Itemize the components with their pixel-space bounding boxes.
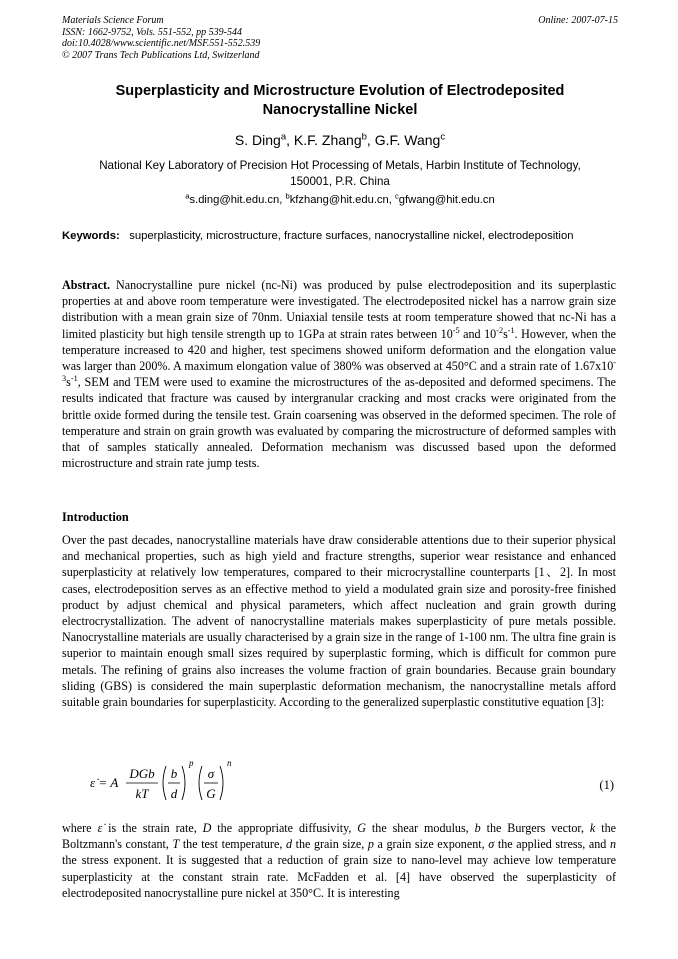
abstract-text: s [66, 375, 71, 390]
email-mark: c [394, 191, 399, 201]
abstract-text: . However, when the temperature increased to 420 and higher, test specimens showed uniform deformation and the elongation value was larger than 200%. A maximum elongation value of 380% was observed at 450°C and a strain rate of 1.67x10 [62, 326, 616, 374]
title-line-1: Superplasticity and Microstructure Evolution of Electrodeposited [115, 83, 565, 99]
text: the Boltzmann's constant, [62, 821, 616, 852]
publication-metadata [62, 15, 618, 61]
affiliation [62, 158, 618, 190]
author-emails [62, 193, 618, 208]
text: the appropriate diffusivity, [211, 821, 358, 835]
exponent: -1 [70, 374, 78, 384]
text: the stress exponent. It is suggested that a reduction of grain size to nano-level may achieve low temperature superplasticity at the constant strain rate. McFadden et al. [4] have observed the superplasticity of electrodeposited nanocrystalline pure nickel at 350°C. It is interesting [62, 853, 616, 900]
text: a grain size exponent, [373, 837, 489, 852]
exponent: -2 [496, 325, 504, 335]
keywords-block [62, 229, 618, 244]
exponent: -1 [507, 325, 515, 335]
keywords-list: superplasticity, microstructure, fracture surfaces, nanocrystalline nickel, electrodeposition [129, 230, 574, 242]
author-mark: a [280, 131, 287, 143]
email-mark: b [285, 191, 290, 201]
author-separator: , [286, 132, 294, 148]
exponent: -5 [452, 325, 460, 335]
equation-formula [90, 756, 300, 808]
doi-line: doi:10.4028/www.scientific.net/MSF.551-552.539 [62, 38, 261, 49]
affiliation-line-2: 150001, P.R. China [290, 175, 390, 188]
copyright-line: © 2007 Trans Tech Publications Ltd, Switzerland [62, 49, 260, 61]
symbol: G [357, 821, 366, 835]
eq-f1-num: b [170, 766, 178, 781]
eq-f2-den: G [206, 786, 216, 801]
journal-name: Materials Science Forum [62, 15, 164, 26]
eq-lhs: ε̇ = A [90, 775, 119, 790]
abstract-text: and 10 [459, 326, 497, 341]
title-line-2: Nanocrystalline Nickel [262, 102, 418, 118]
issn-line: ISSN: 1662-9752, Vols. 551-552, pp 539-544 [62, 26, 242, 38]
eq-numerator: DGb [129, 766, 155, 781]
text: the applied stress, and [494, 837, 610, 852]
symbol: σ [488, 837, 495, 852]
author-name: K.F. Zhang [293, 132, 362, 148]
online-date: Online: 2007-07-15 [538, 15, 618, 26]
symbol: ε̇ [97, 821, 103, 835]
symbol: D [202, 821, 212, 835]
email-address: kfzhang@hit.edu.cn, [289, 194, 395, 206]
text: where [62, 821, 98, 835]
text: the grain size, [292, 837, 368, 852]
symbol: T [172, 837, 180, 852]
eq-denominator: kT [135, 786, 149, 801]
text: the test temperature, [179, 837, 286, 852]
introduction-paragraph: Over the past decades, nanocrystalline materials have draw considerable attentions due to their superior physical and mechanical properties, such as high yield and fracture strengths, superior wear resistance and enhanced superplasticity at relatively low temperatures, compared to their microcrystalline counterparts [1、2]. In most cases, electrodeposition serves as an effective method to yield a modulated grain size and porosity-free finished product by adjust chemical and physical parameters, which affect nucleation and grain growth during electrocrystallization. The advent of nanocrystalline materials makes superplasticity of pure metals possible. Nanocrystalline materials are usually characterised by a grain size in the range of 1-100 nm. The ultra fine grain is superior to maintain enough small sizes required by superplastic forming, which is difficult for common pure metals. The refining of grains also increases the volume fraction of grain boundaries. Because grain boundary sliding (GBS) is considered the main superplastic deformation mechanism, the nanocrystalline metals afford suitable grain boundaries for superplasticity. According to the generalized superplastic constitutive equation [3]: [62, 533, 616, 710]
author-name: S. Ding [234, 132, 281, 148]
email-address: s.ding@hit.edu.cn, [189, 194, 286, 206]
paper-title [62, 82, 618, 120]
abstract [62, 277, 616, 471]
author-name: G.F. Wang [374, 132, 441, 148]
abstract-text: s [503, 326, 508, 341]
eq-f2-exp: n [227, 758, 232, 768]
equation-number: (1) [599, 778, 614, 792]
eq-f1-exp: p [189, 758, 194, 768]
keywords-label: Keywords: [62, 230, 120, 242]
abstract-text: Nanocrystalline pure nickel (nc-Ni) was produced by pulse electrodeposition and its superplastic properties at and above room temperature were investigated. The electrodeposited nickel has a narrow grain size distribution with a mean grain size of 70nm. Uniaxial tensile tests at room temperature showed that nc-Ni has a limited plasticity but high tensile strength up to 1GPa at strain rates between 10 [62, 278, 616, 341]
author-mark: b [361, 131, 367, 143]
symbol: p [367, 837, 374, 852]
equation-explanation-paragraph [62, 820, 616, 901]
author-mark: c [440, 131, 446, 143]
affiliation-line-1: National Key Laboratory of Precision Hot Processing of Metals, Harbin Institute of Technology, [99, 159, 581, 172]
symbol: d [285, 837, 292, 852]
abstract-text: , SEM and TEM were used to examine the microstructures of the as-deposited and deformed specimens. The results indicated that fracture was caused by intergranular cracking and most cracks were originated from the brittle oxide formed during the tensile test. Grain coarsening was observed in the deformed specimen. The role of temperature and strain on grain growth was evaluated by comparing the microstructure of deformed samples with that of samples statically annealed. Deformation mechanism was discussed based upon the deformed microstructure and strain rate jump tests. [62, 375, 616, 471]
email-mark: a [185, 191, 190, 201]
eq-f1-den: d [170, 786, 178, 801]
symbol: n [609, 837, 616, 852]
text: the Burgers vector, [480, 821, 590, 835]
eq-f2-num: σ [207, 766, 215, 781]
author-separator: , [366, 132, 375, 148]
text: the shear modulus, [366, 821, 475, 835]
symbol: k [589, 821, 596, 835]
author-list [62, 131, 618, 149]
abstract-label: Abstract. [62, 278, 111, 292]
symbol: b [474, 821, 481, 835]
section-heading-introduction: Introduction [62, 510, 129, 524]
email-address: gfwang@hit.edu.cn [398, 194, 495, 206]
text: is the strain rate, [102, 821, 203, 835]
equation-1 [62, 756, 616, 808]
exponent: -3 [62, 357, 616, 384]
